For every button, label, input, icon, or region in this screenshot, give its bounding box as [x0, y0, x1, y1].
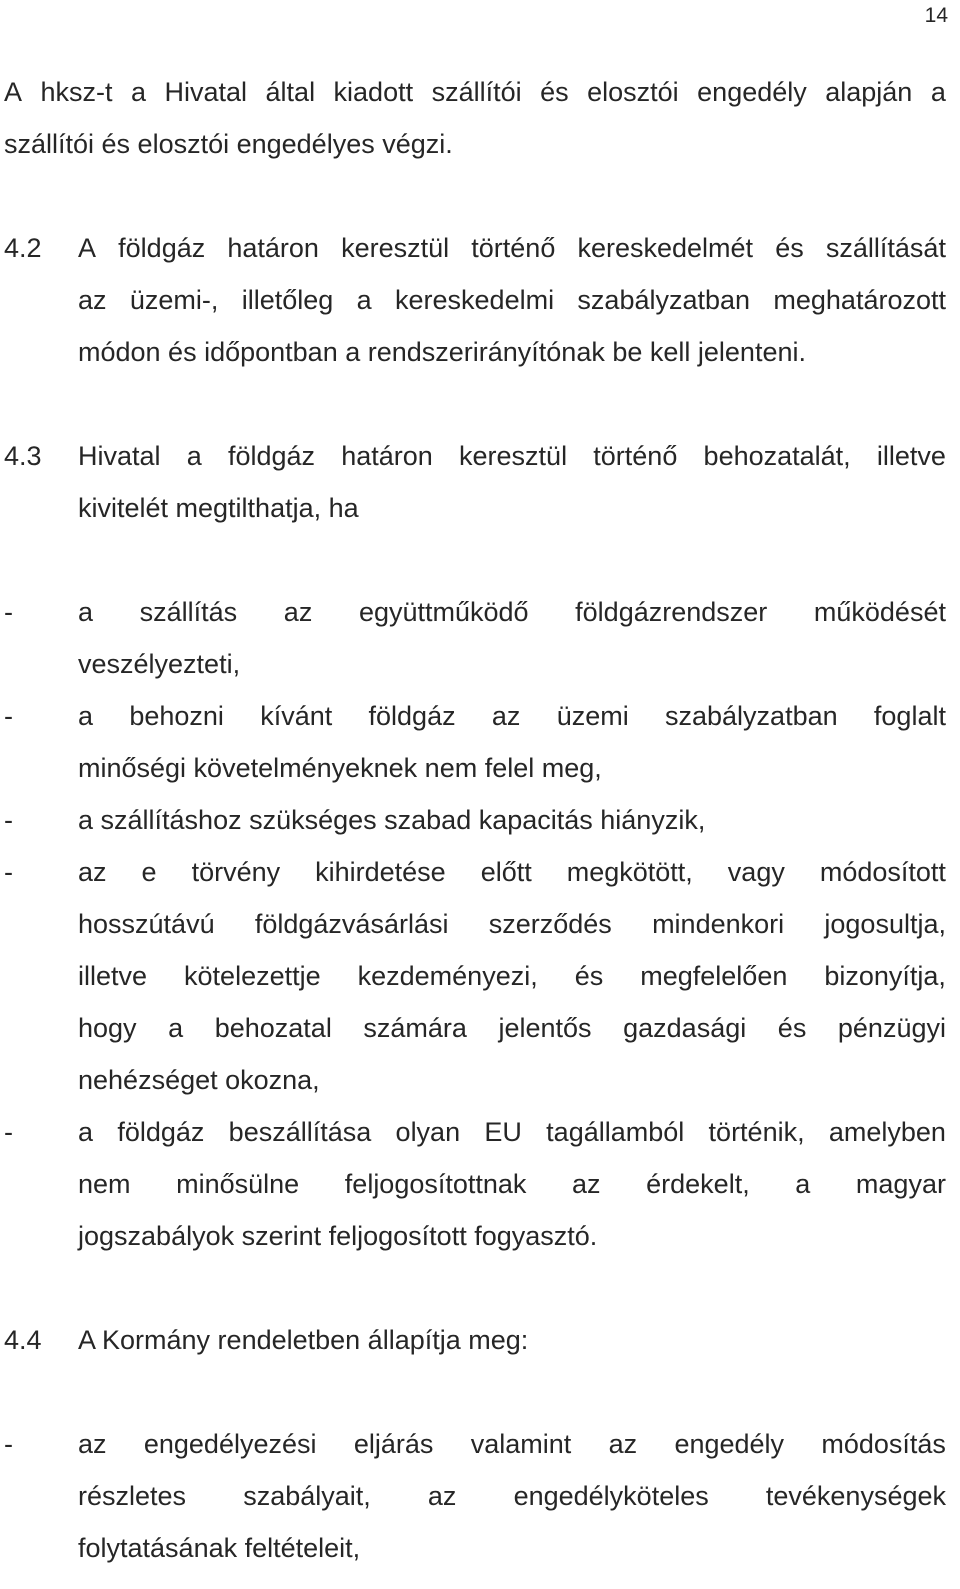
- word: illetve: [78, 961, 148, 991]
- word: az: [427, 1481, 457, 1511]
- word: keresztül: [341, 233, 450, 263]
- section-line: kivitelét megtilthatja, ha: [78, 493, 359, 523]
- word: hosszútávú: [78, 909, 215, 939]
- word: szabályzatban: [665, 701, 838, 731]
- word: magyar: [855, 1169, 946, 1199]
- word: történik,: [708, 1117, 805, 1147]
- word: a: [78, 597, 94, 627]
- word: az: [491, 701, 521, 731]
- word: bizonyítja,: [824, 961, 946, 991]
- word: a: [356, 285, 372, 315]
- word: törvény: [191, 857, 281, 887]
- justified-line: [78, 846, 946, 898]
- word: és: [775, 233, 804, 263]
- word: tevékenységek: [765, 1481, 946, 1511]
- word: kihirdetése: [315, 857, 446, 887]
- word: Hivatal: [78, 441, 161, 471]
- word: alapján: [825, 77, 913, 107]
- list-4-3: [4, 586, 946, 1262]
- word: megkötött,: [566, 857, 693, 887]
- justified-line: [78, 1418, 946, 1470]
- section-number: 4.2: [4, 233, 42, 263]
- word: amelyben: [828, 1117, 946, 1147]
- section-number: 4.3: [4, 441, 42, 471]
- word: szállítását: [825, 233, 946, 263]
- word: a: [186, 441, 202, 471]
- section-4-3: [4, 430, 946, 534]
- word: előtt: [480, 857, 532, 887]
- intro-line-1: [4, 66, 946, 118]
- justified-line: [78, 586, 946, 638]
- list-line: jogszabályok szerint feljogosított fogyasztó.: [78, 1221, 598, 1251]
- word: földgáz: [118, 233, 206, 263]
- word: határon: [341, 441, 433, 471]
- word: földgáz: [368, 701, 456, 731]
- word: pénzügyi: [837, 1013, 946, 1043]
- list-item: [4, 794, 946, 846]
- word: illetőleg: [241, 285, 334, 315]
- section-line: [78, 274, 946, 326]
- word: eljárás: [353, 1429, 434, 1459]
- list-item: [4, 1418, 946, 1470]
- list-dash: -: [4, 857, 13, 887]
- word: szabályait,: [243, 1481, 371, 1511]
- section-line: [78, 430, 946, 482]
- word: illetve: [876, 441, 946, 471]
- word: engedély: [697, 77, 807, 107]
- word: elosztói: [587, 77, 679, 107]
- word: valamint: [470, 1429, 572, 1459]
- word: érdekelt,: [646, 1169, 750, 1199]
- list-line: veszélyezteti,: [78, 649, 241, 679]
- word: földgáz: [117, 1117, 205, 1147]
- page-number: 14: [924, 4, 948, 27]
- list-line: minőségi követelményeknek nem felel meg,: [78, 753, 602, 783]
- word: határon: [227, 233, 319, 263]
- word: foglalt: [873, 701, 946, 731]
- word: a: [131, 77, 147, 107]
- word: kezdeményezi,: [357, 961, 538, 991]
- list-dash: -: [4, 597, 13, 627]
- list-dash: -: [4, 1429, 13, 1459]
- word: számára: [363, 1013, 467, 1043]
- word: megfelelően: [640, 961, 788, 991]
- justified-line: [78, 950, 946, 1002]
- word: kereskedelmi: [395, 285, 555, 315]
- list-item: [4, 690, 946, 742]
- word: földgázrendszer: [575, 597, 768, 627]
- word: Hivatal: [164, 77, 248, 107]
- word: jelentős: [498, 1013, 592, 1043]
- word: földgázvásárlási: [254, 909, 449, 939]
- word: mindenkori: [652, 909, 785, 939]
- justified-line: [78, 1106, 946, 1158]
- list-line: a szállításhoz szükséges szabad kapacitás hiányzik,: [78, 805, 706, 835]
- list-item: [4, 1106, 946, 1158]
- word: részletes: [78, 1481, 187, 1511]
- word: kívánt: [260, 701, 333, 731]
- word: nem: [78, 1169, 131, 1199]
- word: behozatalát,: [703, 441, 851, 471]
- word: feljogosítottnak: [344, 1169, 527, 1199]
- justified-line: [78, 1158, 946, 1210]
- word: módosított: [819, 857, 946, 887]
- intro-paragraph: [4, 66, 946, 170]
- word: beszállítása: [228, 1117, 372, 1147]
- word: földgáz: [227, 441, 316, 471]
- section-number: 4.4: [4, 1325, 42, 1355]
- section-4-2: [4, 222, 946, 378]
- word: EU: [484, 1117, 522, 1147]
- justified-line: [78, 1002, 946, 1054]
- word: üzemi: [556, 701, 629, 731]
- list-dash: -: [4, 1117, 13, 1147]
- word: történő: [471, 233, 556, 263]
- word: engedélyköteles: [513, 1481, 709, 1511]
- word: e: [141, 857, 157, 887]
- justified-line: [78, 690, 946, 742]
- word: együttműködő: [358, 597, 529, 627]
- list-dash: -: [4, 701, 13, 731]
- section-line: A Kormány rendeletben állapítja meg:: [78, 1325, 529, 1355]
- word: keresztül: [459, 441, 568, 471]
- list-4-4: [4, 1418, 946, 1574]
- word: történő: [593, 441, 678, 471]
- word: vagy: [727, 857, 785, 887]
- list-line: folytatásának feltételeit,: [78, 1533, 361, 1563]
- word: engedélyezési: [143, 1429, 317, 1459]
- word: kereskedelmét: [577, 233, 754, 263]
- word: a: [930, 77, 946, 107]
- word: az: [78, 857, 107, 887]
- word: meghatározott: [773, 285, 946, 315]
- word: az: [78, 1429, 107, 1459]
- word: szállítás: [139, 597, 238, 627]
- word: szállítói: [431, 77, 522, 107]
- section-4-4: [4, 1314, 946, 1366]
- word: hksz-t: [40, 77, 113, 107]
- word: az: [608, 1429, 638, 1459]
- justified-line: [78, 898, 946, 950]
- list-dash: -: [4, 805, 13, 835]
- word: a: [168, 1013, 184, 1043]
- word: behozni: [129, 701, 224, 731]
- intro-line-2: szállítói és elosztói engedélyes végzi.: [4, 129, 453, 159]
- section-line: módon és időpontban a rendszerirányítónak be kell jelenteni.: [78, 337, 806, 367]
- word: behozatal: [214, 1013, 332, 1043]
- word: A: [78, 233, 97, 263]
- word: engedély: [674, 1429, 785, 1459]
- word: az: [78, 285, 107, 315]
- word: az: [283, 597, 313, 627]
- word: és: [777, 1013, 807, 1043]
- word: kötelezettje: [184, 961, 321, 991]
- word: jogosultja,: [824, 909, 946, 939]
- word: módosítás: [821, 1429, 946, 1459]
- list-item: [4, 846, 946, 898]
- list-item: [4, 586, 946, 638]
- word: az: [572, 1169, 601, 1199]
- section-line: [78, 222, 946, 274]
- word: hogy: [78, 1013, 137, 1043]
- word: A: [4, 77, 23, 107]
- word: által: [265, 77, 316, 107]
- word: kiadott: [333, 77, 414, 107]
- word: és: [574, 961, 604, 991]
- word: szabályzatban: [577, 285, 751, 315]
- word: a: [78, 1117, 94, 1147]
- word: működését: [813, 597, 946, 627]
- word: és: [540, 77, 569, 107]
- word: szerződés: [488, 909, 612, 939]
- word: tagállamból: [546, 1117, 685, 1147]
- word: üzemi-,: [129, 285, 219, 315]
- justified-line: [78, 1470, 946, 1522]
- word: a: [78, 701, 94, 731]
- word: minősülne: [176, 1169, 300, 1199]
- word: a: [795, 1169, 811, 1199]
- word: olyan: [395, 1117, 461, 1147]
- list-line: nehézséget okozna,: [78, 1065, 320, 1095]
- word: gazdasági: [623, 1013, 747, 1043]
